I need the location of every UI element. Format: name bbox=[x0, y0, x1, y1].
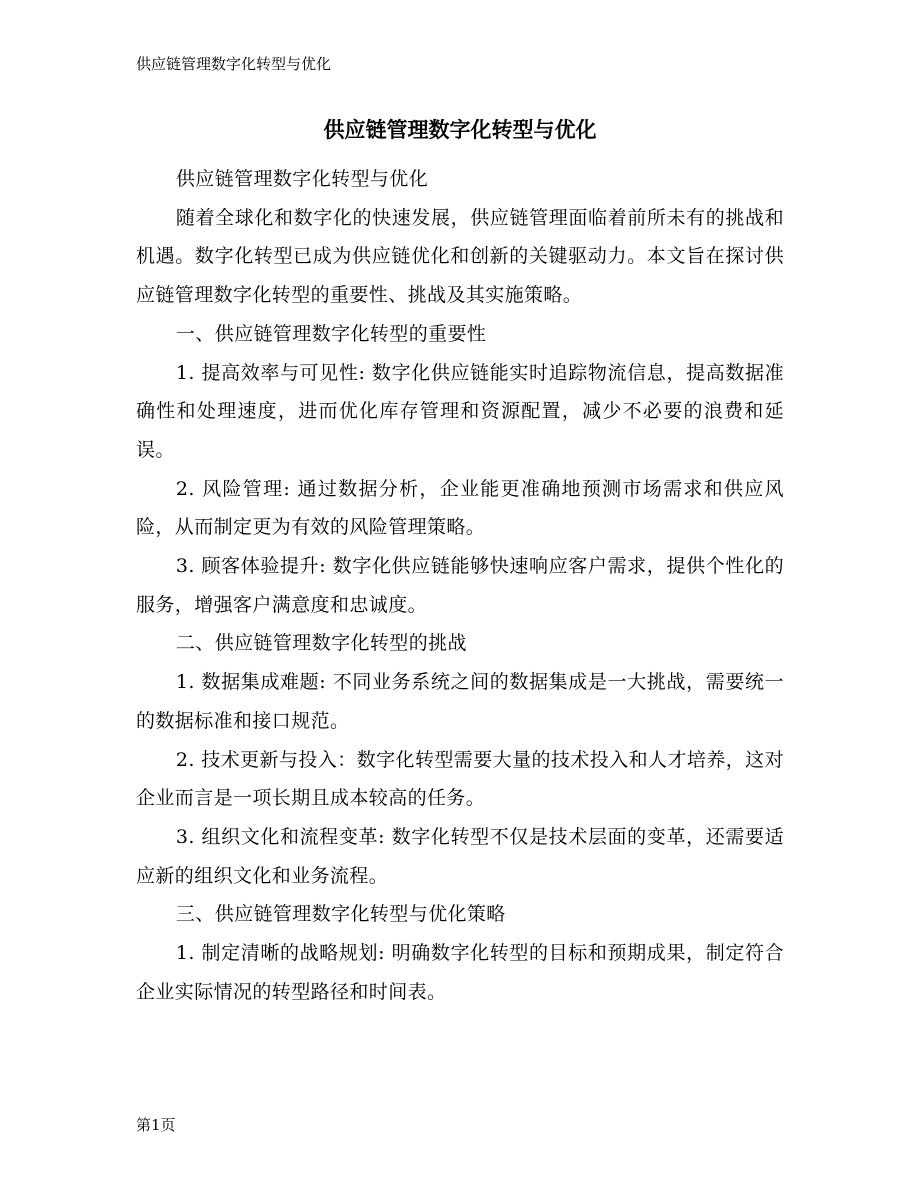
page-header: 供应链管理数字化转型与优化 bbox=[136, 55, 332, 73]
section-heading-strategies: 三、供应链管理数字化转型与优化策略 bbox=[175, 903, 506, 926]
list-item-strategy-planning: 1. 制定清晰的战略规划: 明确数字化转型的目标和预期成果，制定符合企业实际情况的转型路径和时间表。 bbox=[136, 942, 784, 1003]
paragraph-intro: 随着全球化和数字化的快速发展，供应链管理面临着前所未有的挑战和机遇。数字化转型已成为供应链优化和创新的关键驱动力。本文旨在探讨供应链管理数字化转型的重要性、挑战及其实施策略。 bbox=[136, 206, 784, 307]
list-item-efficiency: 1. 提高效率与可见性: 数字化供应链能实时追踪物流信息，提高数据准确性和处理速度，进而优化库存管理和资源配置，减少不必要的浪费和延误。 bbox=[136, 361, 784, 461]
list-item-tech-investment: 2. 技术更新与投入：数字化转型需要大量的技术投入和人才培养，这对企业而言是一项长期且成本较高的任务。 bbox=[136, 748, 784, 810]
list-item-customer-experience: 3. 顾客体验提升: 数字化供应链能够快速响应客户需求，提供个性化的服务，增强客户满意度和忠诚度。 bbox=[136, 555, 784, 616]
document-title: 供应链管理数字化转型与优化 bbox=[323, 118, 597, 142]
list-item-data-integration: 1. 数据集成难题: 不同业务系统之间的数据集成是一大挑战，需要统一的数据标准和接口规范。 bbox=[136, 671, 784, 732]
page-number: 第1页 bbox=[136, 1116, 176, 1134]
section-heading-importance: 一、供应链管理数字化转型的重要性 bbox=[175, 322, 487, 345]
list-item-org-culture: 3. 组织文化和流程变革: 数字化转型不仅是技术层面的变革，还需要适应新的组织文化和业务流程。 bbox=[136, 825, 784, 887]
paragraph-subtitle: 供应链管理数字化转型与优化 bbox=[175, 168, 429, 190]
list-item-risk-management: 2. 风险管理: 通过数据分析，企业能更准确地预测市场需求和供应风险，从而制定更为有效的风险管理策略。 bbox=[136, 477, 784, 539]
document-body bbox=[136, 160, 784, 1011]
section-heading-challenges: 二、供应链管理数字化转型的挑战 bbox=[175, 632, 467, 655]
